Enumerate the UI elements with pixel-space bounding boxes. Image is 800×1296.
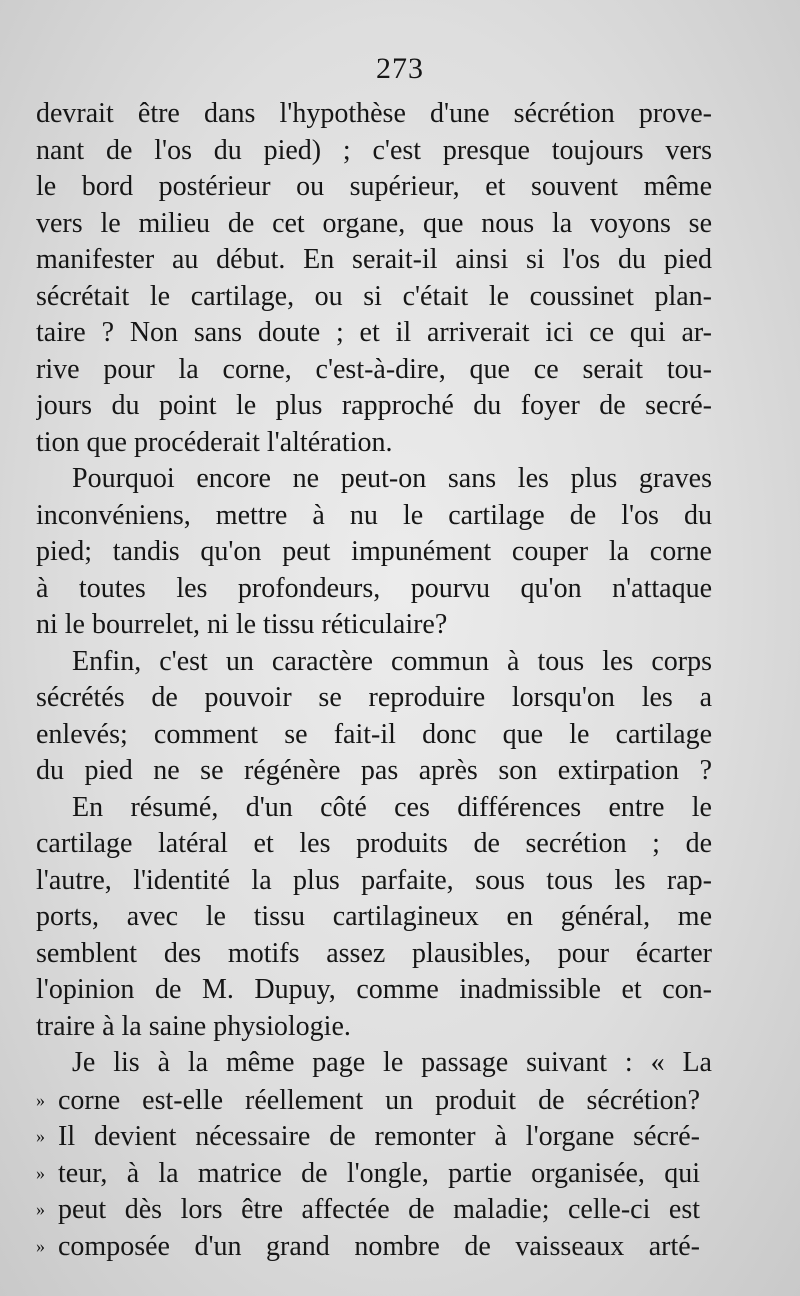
quote-mark: » (36, 1126, 45, 1146)
paragraph (36, 644, 712, 790)
quote-mark: » (36, 1162, 45, 1183)
text-line: sécrétés de pouvoir se reproduire lorsqu'on les a (36, 682, 712, 713)
text-line: Pourquoi encore ne peut-on sans les plus graves (72, 463, 712, 494)
quoted-line (36, 1191, 712, 1228)
text-line: manifester au début. En serait-il ainsi si l'os du pied (36, 244, 712, 275)
quoted-text: teur, à la matrice de l'ongle, partie organisée, qui (58, 1157, 700, 1189)
body-text (36, 96, 712, 1264)
text-line: En résumé, d'un côté ces différences entre le (72, 791, 712, 823)
text-line: Je lis à la même page le passage suivant : « La (72, 1047, 712, 1078)
quote-mark: » (36, 1199, 45, 1219)
text-line: jours du point le plus rapproché du foyer de secré- (36, 390, 712, 421)
quote-mark: » (36, 1089, 45, 1110)
text-line: sécrétait le cartilage, ou si c'était le coussinet plan- (36, 280, 712, 312)
quoted-text: Il devient nécessaire de remonter à l'organe sécré- (58, 1121, 700, 1152)
text-line: taire ? Non sans doute ; et il arriverait ici ce qui ar- (36, 317, 712, 348)
text-line: rive pour la corne, c'est-à-dire, que ce serait tou- (36, 353, 712, 385)
text-line: devrait être dans l'hypothèse d'une sécrétion prove- (36, 98, 712, 129)
paragraph (36, 790, 712, 1046)
text-line: Enfin, c'est un caractère commun à tous les corps (72, 645, 712, 677)
text-line: vers le milieu de cet organe, que nous la voyons se (36, 207, 712, 239)
text-line: à toutes les profondeurs, pourvu qu'on n'attaque (36, 572, 712, 604)
text-line: traire à la saine physiologie. (36, 1010, 351, 1042)
quoted-line (36, 1082, 712, 1119)
text-line: du pied ne se régénère pas après son extirpation ? (36, 755, 712, 786)
quoted-text: composée d'un grand nombre de vaisseaux arté- (58, 1230, 700, 1262)
text-line: inconvéniens, mettre à nu le cartilage de l'os du (36, 499, 712, 531)
text-line: ports, avec le tissu cartilagineux en général, me (36, 901, 712, 932)
paragraph (36, 1045, 712, 1264)
quoted-line (36, 1118, 712, 1155)
text-line: le bord postérieur ou supérieur, et souvent même (36, 171, 712, 202)
quoted-line (36, 1155, 712, 1192)
text-line: l'opinion de M. Dupuy, comme inadmissible et con- (36, 974, 712, 1005)
text-line: l'autre, l'identité la plus parfaite, sous tous les rap- (36, 864, 712, 896)
text-line: cartilage latéral et les produits de secrétion ; de (36, 828, 712, 859)
text-line: ni le bourrelet, ni le tissu réticulaire? (36, 609, 448, 640)
quoted-text: peut dès lors être affectée de maladie; celle-ci est (58, 1194, 700, 1225)
quoted-line (36, 1228, 712, 1265)
quote-mark: » (36, 1235, 45, 1256)
quoted-text: corne est-elle réellement un produit de sécrétion? (58, 1084, 700, 1116)
paragraph (36, 96, 712, 461)
paragraph (36, 461, 712, 644)
text-line: pied; tandis qu'on peut impunément couper la corne (36, 536, 712, 567)
text-line: tion que procéderait l'altération. (36, 426, 393, 458)
text-line: semblent des motifs assez plausibles, pour écarter (36, 937, 712, 969)
text-line: nant de l'os du pied) ; c'est presque toujours vers (36, 134, 712, 166)
page-number: 273 (376, 52, 424, 85)
text-line: enlevés; comment se fait-il donc que le cartilage (36, 718, 712, 750)
